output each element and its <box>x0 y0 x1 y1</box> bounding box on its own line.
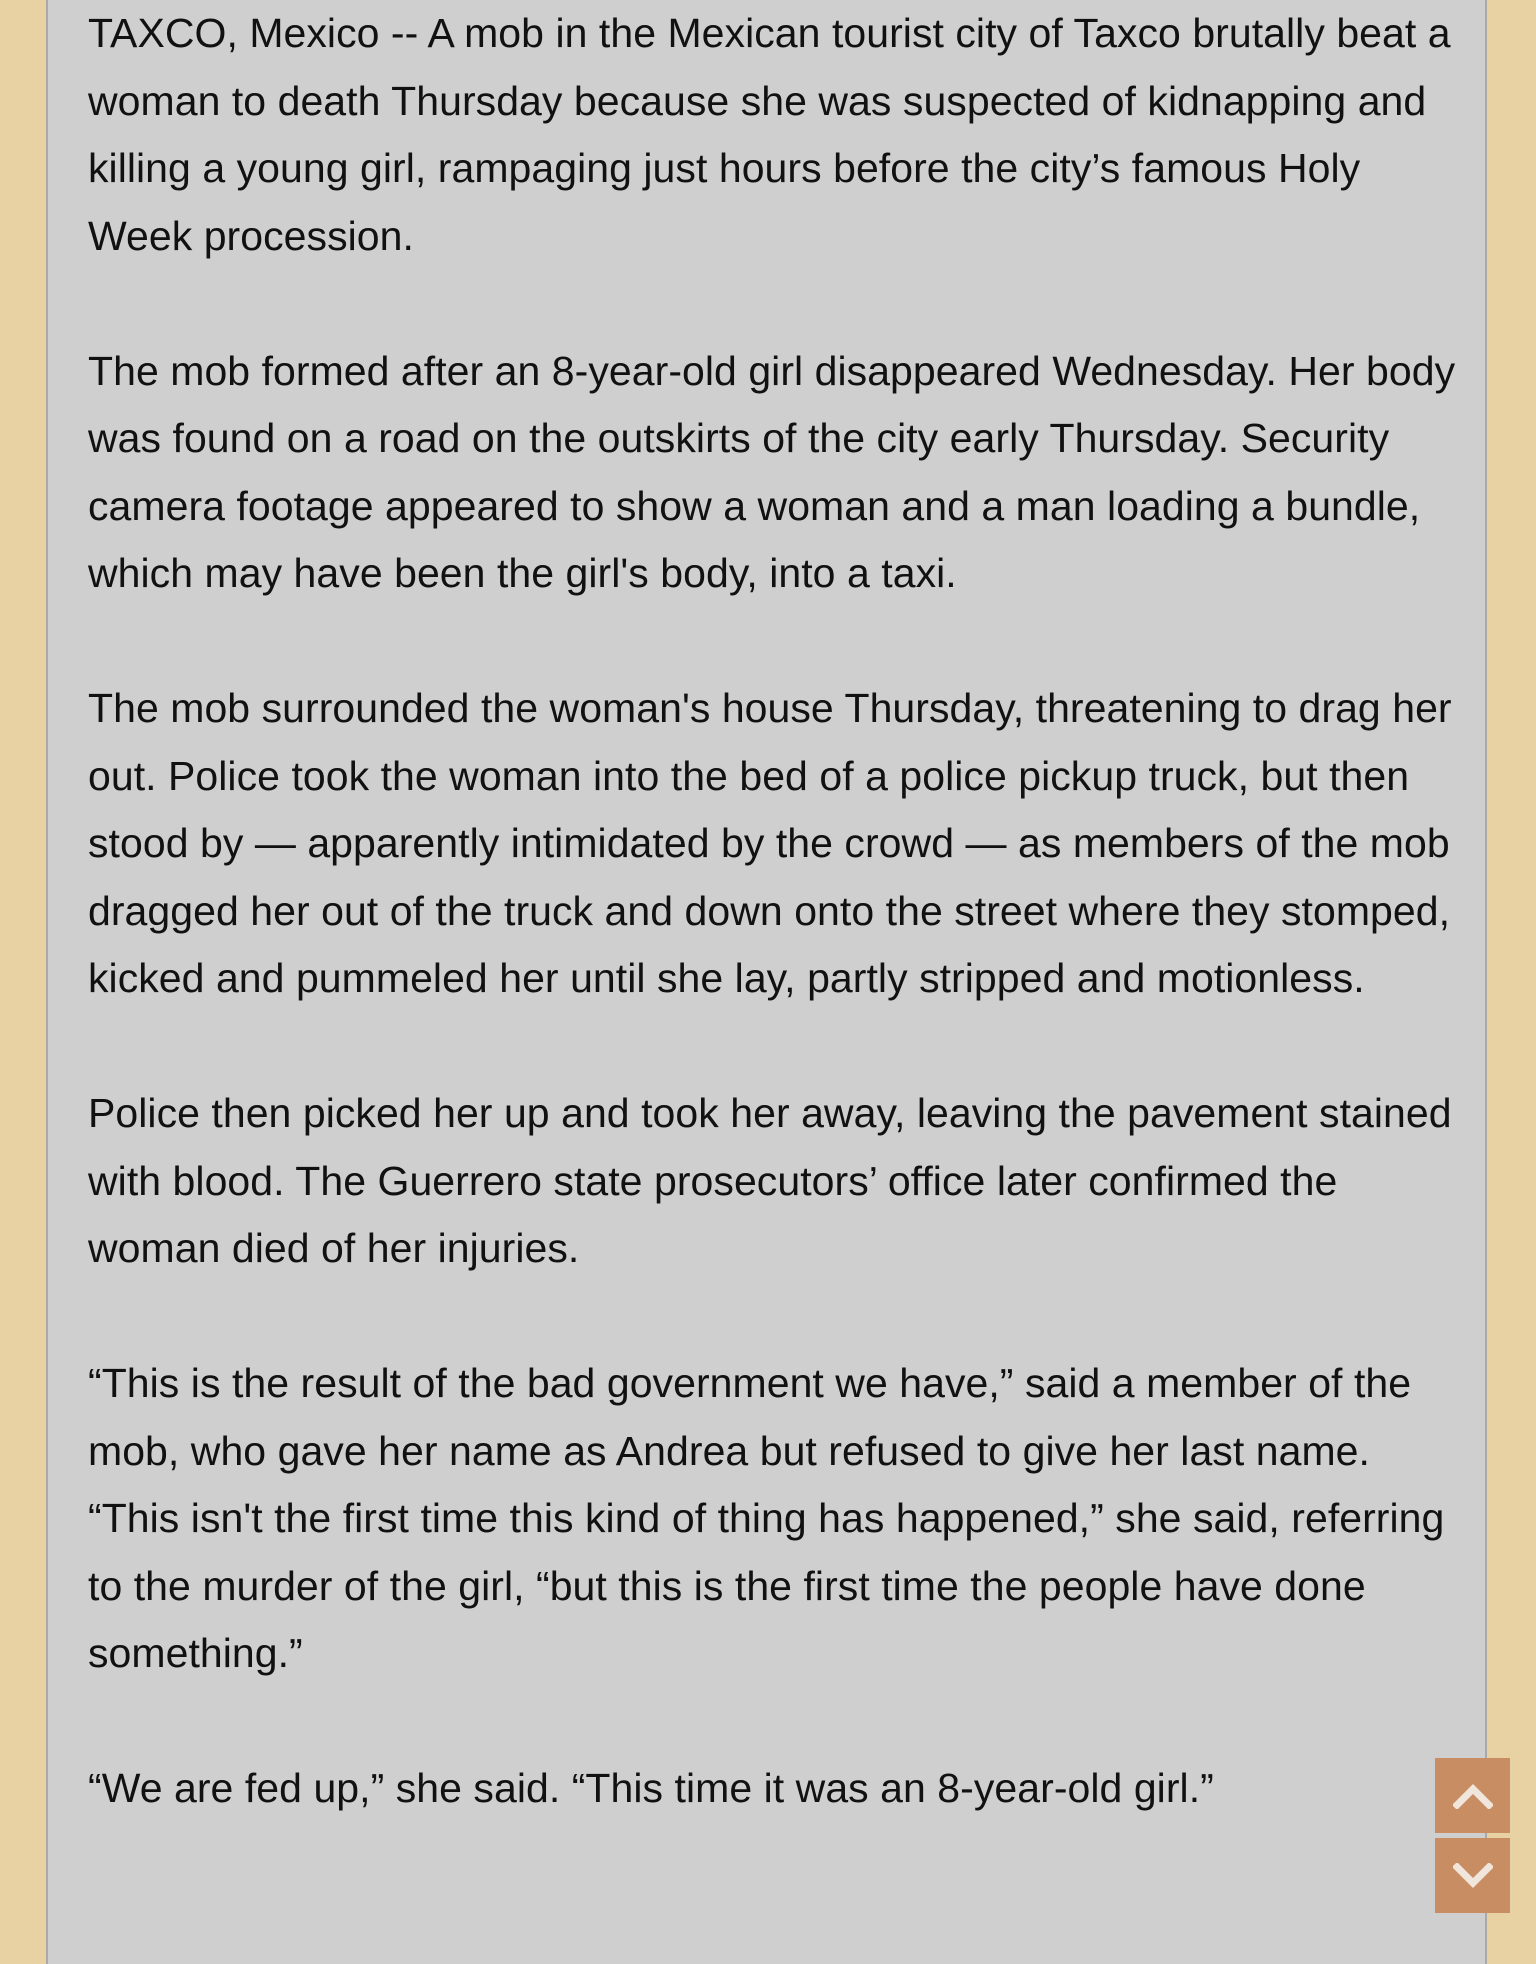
article-paragraph: The mob surrounded the woman's house Thursday, threatening to drag her out. Police took the woman into the bed of a police pickup truck, but then stood by — apparently intimidated by the crowd — as members of the mob dragged her out of the truck and down onto the street where they stomped, kicked and pummeled her until she lay, partly stripped and motionless. <box>88 685 1452 1001</box>
scroll-down-button[interactable] <box>1435 1838 1510 1913</box>
article-paragraph: TAXCO, Mexico -- A mob in the Mexican tourist city of Taxco brutally beat a woman to death Thursday because she was suspected of kidnapping and killing a young girl, rampaging just hours before the city’s famous Holy Week procession. <box>88 10 1451 259</box>
scroll-controls <box>1435 1758 1510 1913</box>
scroll-up-button[interactable] <box>1435 1758 1510 1833</box>
article-paragraph: Police then picked her up and took her away, leaving the pavement stained with blood. The Guerrero state prosecutors’ office later confirmed the woman died of her injuries. <box>88 1090 1452 1271</box>
article-paragraph: The mob formed after an 8-year-old girl disappeared Wednesday. Her body was found on a road on the outskirts of the city early Thursday. Security camera footage appeared to show a woman and a man loading a bundle, which may have been the girl's body, into a taxi. <box>88 347 1456 596</box>
article-paragraph: “We are fed up,” she said. “This time it was an 8-year-old girl.” <box>88 1765 1214 1811</box>
chevron-down-icon <box>1453 1863 1493 1889</box>
chevron-up-icon <box>1453 1783 1493 1809</box>
article-paragraph: “This is the result of the bad government we have,” said a member of the mob, who gave her name as Andrea but refused to give her last name. “This isn't the first time this kind of thing has happened,” she said, referring to the murder of the girl, “but this is the first time the people have done something.” <box>88 1360 1445 1676</box>
article-body <box>88 0 1468 1823</box>
article-panel <box>46 0 1487 1964</box>
